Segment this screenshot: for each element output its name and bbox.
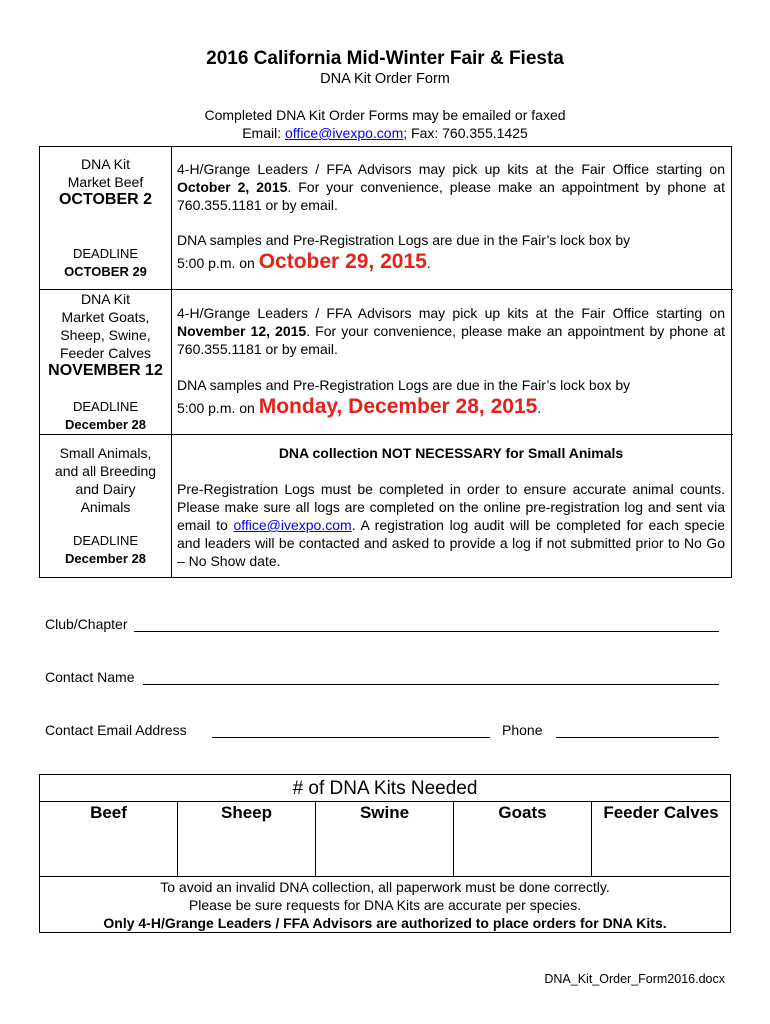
- small-animals-text: [177, 480, 725, 570]
- deadline-date: December 28: [65, 551, 146, 566]
- small-animals-text-post: . A registration log audit will be completed for each specie and leaders will be contacted and asked to provide a log if not submitted prior to No Go – No Show date.: [177, 517, 725, 569]
- footer-filename: DNA_Kit_Order_Form2016.docx: [544, 972, 725, 986]
- intro-text: Completed DNA Kit Order Forms may be emailed or faxed: [204, 107, 566, 123]
- pickup-text-post: . For your convenience, please make an appointment by phone at 760.355.1181 or by email.: [177, 323, 725, 357]
- section-line: DNA Kit: [80, 156, 130, 172]
- section-start-date: NOVEMBER 12: [48, 362, 163, 379]
- col-header-goats: Goats: [498, 803, 547, 822]
- small-animals-text-pre: Pre-Registration Logs must be completed in order to ensure accurate animal counts. Please make sure all logs are completed on the online pre-registration log and sent via email to: [177, 481, 725, 533]
- section-small-animals-deadline: [40, 532, 171, 568]
- deadline-date: OCTOBER 29: [64, 264, 147, 279]
- office-email-link[interactable]: office@ivexpo.com: [233, 517, 352, 533]
- section-line: and Dairy: [75, 481, 136, 497]
- deadline-label: DEADLINE: [72, 246, 139, 261]
- kits-table: [39, 774, 731, 933]
- section-line: Small Animals,: [59, 445, 152, 461]
- section-line: Animals: [80, 499, 131, 515]
- pickup-text: 4-H/Grange Leaders / FFA Advisors may pick up kits at the Fair Office starting on: [177, 161, 725, 177]
- section-line: Sheep, Swine,: [60, 327, 151, 343]
- pickup-text: 4-H/Grange Leaders / FFA Advisors may pick up kits at the Fair Office starting on: [177, 305, 725, 321]
- contact-email-field[interactable]: [212, 737, 490, 738]
- col-header-sheep: Sheep: [220, 803, 273, 822]
- phone-field[interactable]: [556, 737, 719, 738]
- club-chapter-field[interactable]: [134, 631, 719, 632]
- due-end: .: [537, 400, 542, 416]
- col-header-feeder-calves: Feeder Calves: [603, 803, 719, 822]
- column-divider: [171, 147, 172, 577]
- section-livestock-label: [40, 290, 171, 380]
- page-subtitle: DNA Kit Order Form: [320, 71, 450, 87]
- deadline-label: DEADLINE: [72, 533, 139, 548]
- pickup-text-post: . For your convenience, please make an appointment by phone at 760.355.1181 or by email.: [177, 179, 725, 213]
- swine-count-input[interactable]: [316, 823, 453, 876]
- section-livestock-due: [177, 376, 725, 417]
- section-beef-label: [40, 155, 171, 209]
- page-title: 2016 California Mid-Winter Fair & Fiesta: [206, 48, 564, 69]
- kits-note-3: Only 4-H/Grange Leaders / FFA Advisors are authorized to place orders for DNA Kits.: [103, 915, 667, 931]
- due-date: Monday, December 28, 2015: [258, 395, 538, 418]
- row-divider: [40, 434, 733, 435]
- section-line: Market Goats,: [61, 309, 150, 325]
- row-divider: [40, 876, 730, 877]
- section-line: Feeder Calves: [59, 345, 152, 361]
- due-text: DNA samples and Pre-Registration Logs are due in the Fair’s lock box by: [177, 232, 631, 248]
- sheep-count-input[interactable]: [178, 823, 315, 876]
- kits-title: # of DNA Kits Needed: [292, 778, 478, 799]
- due-time: 5:00 p.m. on: [177, 255, 255, 271]
- small-animals-heading: DNA collection NOT NECESSARY for Small Animals: [278, 445, 624, 461]
- col-header-beef: Beef: [90, 803, 127, 822]
- contact-line: [0, 125, 770, 141]
- kits-note-1: To avoid an invalid DNA collection, all paperwork must be done correctly.: [160, 879, 610, 895]
- email-label: Email:: [242, 125, 285, 141]
- section-beef-due: [177, 231, 725, 272]
- fax-text: ; Fax: 760.355.1425: [403, 125, 528, 141]
- schedule-table: [39, 146, 732, 578]
- due-text: DNA samples and Pre-Registration Logs are due in the Fair’s lock box by: [177, 377, 631, 393]
- section-line: DNA Kit: [80, 291, 130, 307]
- contact-email-label: Contact Email Address: [45, 722, 187, 738]
- section-small-animals-label: [40, 444, 171, 516]
- contact-name-label: Contact Name: [45, 669, 135, 685]
- section-line: Market Beef: [67, 174, 144, 190]
- feeder-calves-count-input[interactable]: [592, 823, 730, 876]
- kits-note-2: Please be sure requests for DNA Kits are accurate per species.: [188, 897, 582, 913]
- section-livestock-deadline: [40, 398, 171, 434]
- section-livestock-pickup: [177, 304, 725, 358]
- due-end: .: [426, 255, 431, 271]
- beef-count-input[interactable]: [40, 823, 177, 876]
- contact-name-field[interactable]: [143, 684, 719, 685]
- pickup-date: October 2, 2015: [177, 179, 288, 195]
- goats-count-input[interactable]: [454, 823, 591, 876]
- section-line: and all Breeding: [54, 463, 157, 479]
- due-date: October 29, 2015: [258, 250, 427, 273]
- section-start-date: OCTOBER 2: [58, 191, 153, 208]
- office-email-link[interactable]: office@ivexpo.com: [285, 125, 404, 141]
- col-header-swine: Swine: [359, 803, 410, 822]
- section-beef-deadline: [40, 245, 171, 281]
- row-divider: [40, 801, 730, 802]
- due-time: 5:00 p.m. on: [177, 400, 255, 416]
- club-chapter-label: Club/Chapter: [45, 616, 128, 632]
- section-beef-pickup: [177, 160, 725, 214]
- phone-label: Phone: [502, 722, 543, 738]
- deadline-date: December 28: [65, 417, 146, 432]
- deadline-label: DEADLINE: [72, 399, 139, 414]
- pickup-date: November 12, 2015: [177, 323, 307, 339]
